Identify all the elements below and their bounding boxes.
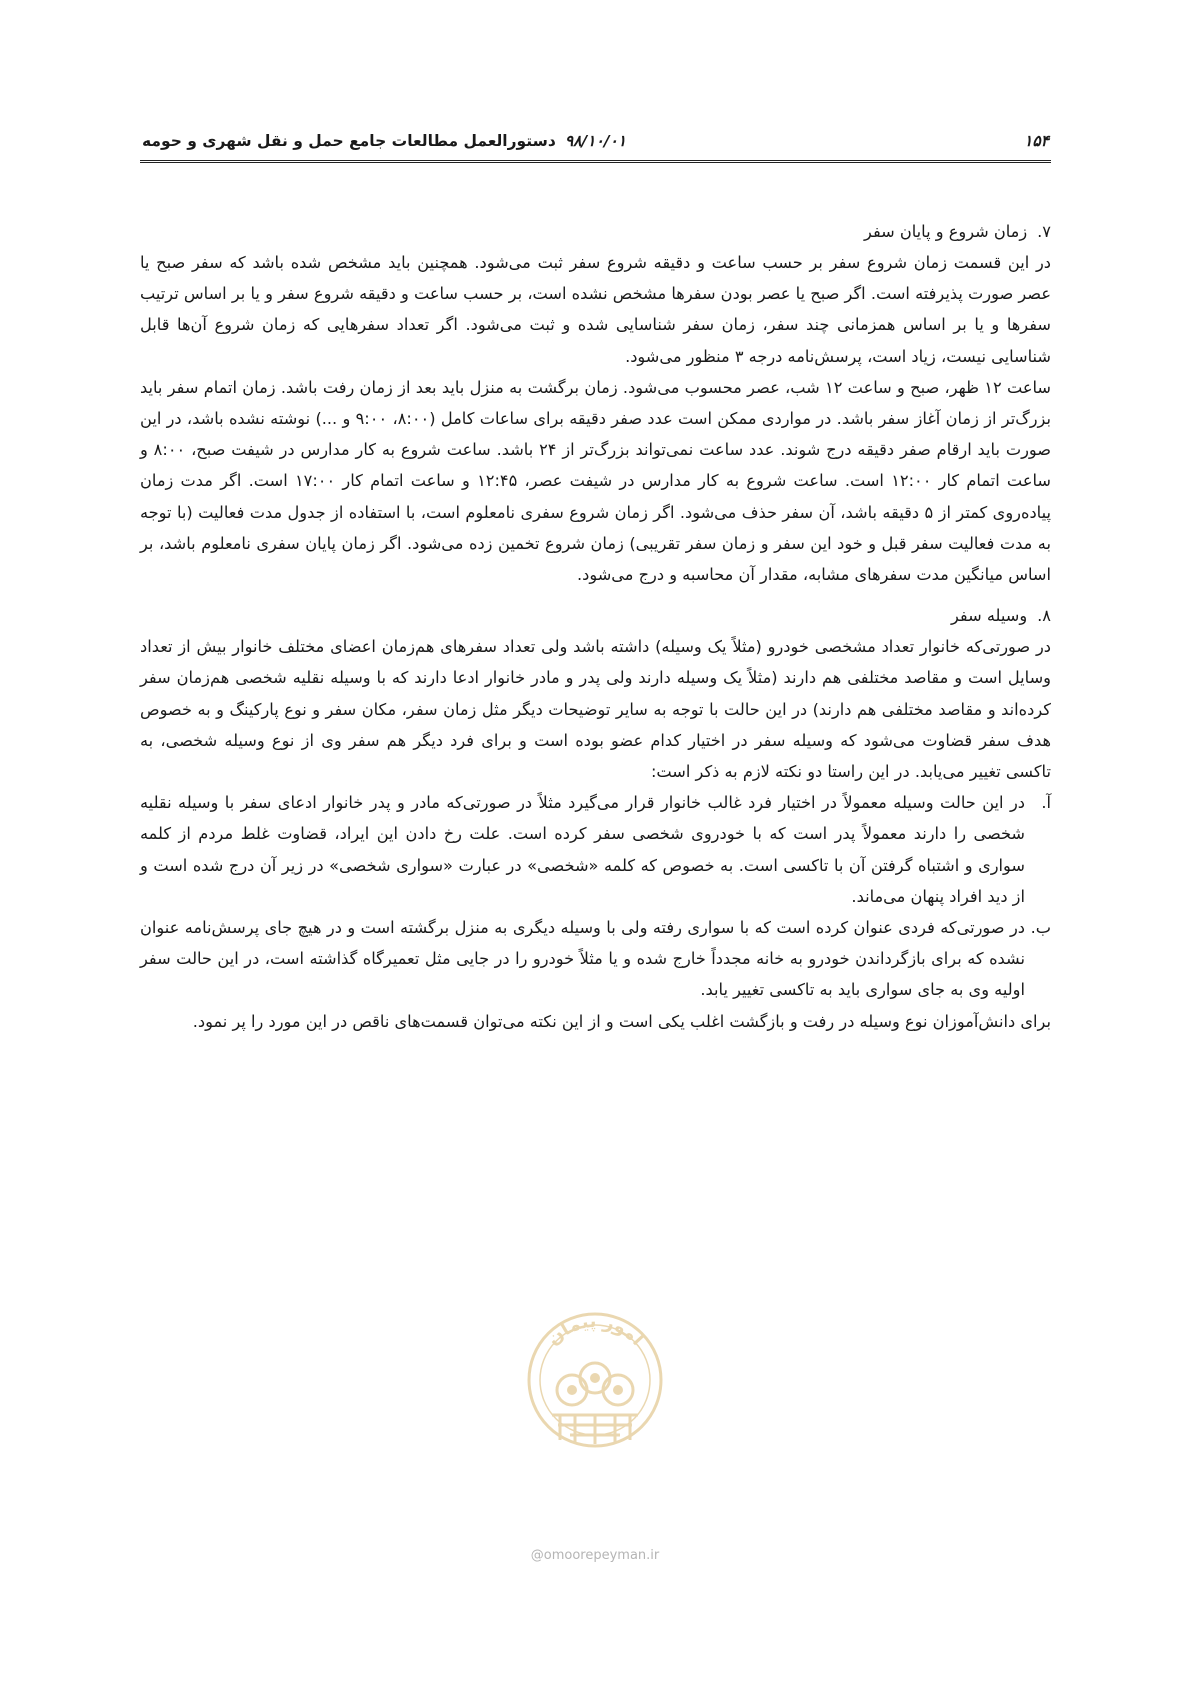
header-date: ۹۸/۱۰/۰۱ [564, 132, 627, 150]
item-b-text: در صورتی‌که فردی عنوان کرده است که با سواری رفته ولی با وسیله دیگری به منزل برگشته است و در هیچ جای پرسش‌نامه عنوان نشده که برای بازگرداندن خودرو به خانه مجدداً خارج شده و یا مثلاً خودرو را در جایی مثل تعمیرگاه گذاشته است، در این حالت سفر اولیه وی به جای سواری باید به تاکسی تغییر یابد. [140, 918, 1025, 1000]
section-8-title: وسیله سفر [951, 606, 1028, 626]
item-a-label: آ. [1041, 793, 1051, 813]
svg-text:امور پیمان [543, 1311, 648, 1350]
document-body [140, 216, 1051, 1037]
section-8-heading [140, 600, 1051, 631]
section-8-intro: در صورتی‌که خانوار تعداد مشخصی خودرو (مثلاً یک وسیله) داشته باشد ولی تعداد سفرهای هم‌زمان اعضای مختلف خانوار بیش از تعداد وسایل است و مقاصد مختلفی هم دارند (مثلاً یک وسیله دارند ولی پدر و مادر خانوار ادعا دارند که با وسیله نقلیه شخصی هم‌زمان سفر کرده‌اند و مقاصد مختلفی هم دارند) در این حالت با توجه به سایر توضیحات دیگر مثل زمان سفر، مکان سفر و نوع پارکینگ و به خصوص هدف سفر قضاوت می‌شود که وسیله سفر در اختیار کدام عضو بوده است و برای فرد دیگر هم سفر وی از نوع وسیله شخصی، به تاکسی تغییر می‌یابد. در این راستا دو نکته لازم به ذکر است: [140, 637, 1051, 782]
section-7-number: ۷. [1037, 222, 1051, 241]
page-number: ۱۵۴ [1024, 132, 1049, 150]
section-8-item-a [140, 787, 1051, 912]
watermark-text: امور پیمان [542, 1310, 648, 1350]
section-8-number: ۸. [1037, 606, 1051, 626]
watermark-website: @omoorepeyman.ir [530, 1548, 660, 1563]
document-title: دستورالعمل مطالعات جامع حمل و نقل شهری و حومه [142, 132, 556, 150]
section-7-paragraph-2: ساعت ۱۲ ظهر، صبح و ساعت ۱۲ شب، عصر محسوب می‌شود. زمان برگشت به منزل باید بعد از زمان رفت باشد. زمان اتمام سفر باید بزرگ‌تر از زمان آغاز سفر باشد. در مواردی ممکن است عدد صفر دقیقه برای ساعات کامل (۸:۰۰، ۹:۰۰ و ...) نوشته نشده باشد، در این صورت باید ارقام صفر دقیقه درج شوند. عدد ساعت نمی‌تواند بزرگ‌تر از ۲۴ باشد. ساعت شروع به کار مدارس در شیفت صبح، ۸:۰۰ و ساعت اتمام کار ۱۲:۰۰ است. ساعت شروع به کار مدارس در شیفت عصر، ۱۲:۴۵ و ساعت اتمام کار ۱۷:۰۰ است. اگر مدت زمان پیاده‌روی کمتر از ۵ دقیقه باشد، آن سفر حذف می‌شود. اگر زمان شروع سفری نامعلوم است، با استفاده از جدول مدت فعالیت (با توجه به مدت فعالیت سفر قبل و خود این سفر و زمان سفر تقریبی) زمان شروع تخمین زده می‌شود. اگر زمان پایان سفری نامعلوم باشد، بر اساس میانگین مدت سفرهای مشابه، مقدار آن محاسبه و درج می‌شود. [140, 377, 1051, 585]
item-a-text: در این حالت وسیله معمولاً در اختیار فرد غالب خانوار قرار می‌گیرد مثلاً در صورتی‌که مادر و پدر خانوار ادعای سفر با وسیله نقلیه شخصی را دارند معمولاً پدر است که با خودروی شخصی سفر کرده است. علت رخ دادن این ایراد، قضاوت غلط مردم از کلمه سواری و اشتباه گرفتن آن با تاکسی است. به خصوص که کلمه «شخصی» در عبارت «سواری شخصی» در زیر آن درج شده است و از دید افراد پنهان می‌ماند. [140, 793, 1025, 906]
section-7-paragraph-1: در این قسمت زمان شروع سفر بر حسب ساعت و دقیقه شروع سفر ثبت می‌شود. همچنین باید مشخص شده باشد که سفر صبح یا عصر صورت پذیرفته است. اگر صبح یا عصر بودن سفرها مشخص نشده است، بر حسب ساعت و دقیقه شروع سفر و یا بر اساس ترتیب سفرها و یا بر اساس همزمانی چند سفر، زمان سفر شناسایی شده و ثبت می‌شود. اگر تعداد سفرهایی که زمان شروع آن‌ها قابل شناسایی نیست، زیاد است، پرسش‌نامه درجه ۳ منظور می‌شود. [140, 253, 1051, 366]
section-7-heading [140, 216, 1051, 247]
section-8-item-b [140, 912, 1051, 1006]
seal-logo-icon [520, 1290, 670, 1475]
item-b-label: ب. [1030, 918, 1051, 938]
section-8-closing: برای دانش‌آموزان نوع وسیله در رفت و بازگشت اغلب یکی است و از این نکته می‌توان قسمت‌های ناقص در این مورد را پر نمود. [192, 1011, 1051, 1031]
page-header [140, 130, 1051, 163]
section-7-title: زمان شروع و پایان سفر [864, 222, 1028, 241]
